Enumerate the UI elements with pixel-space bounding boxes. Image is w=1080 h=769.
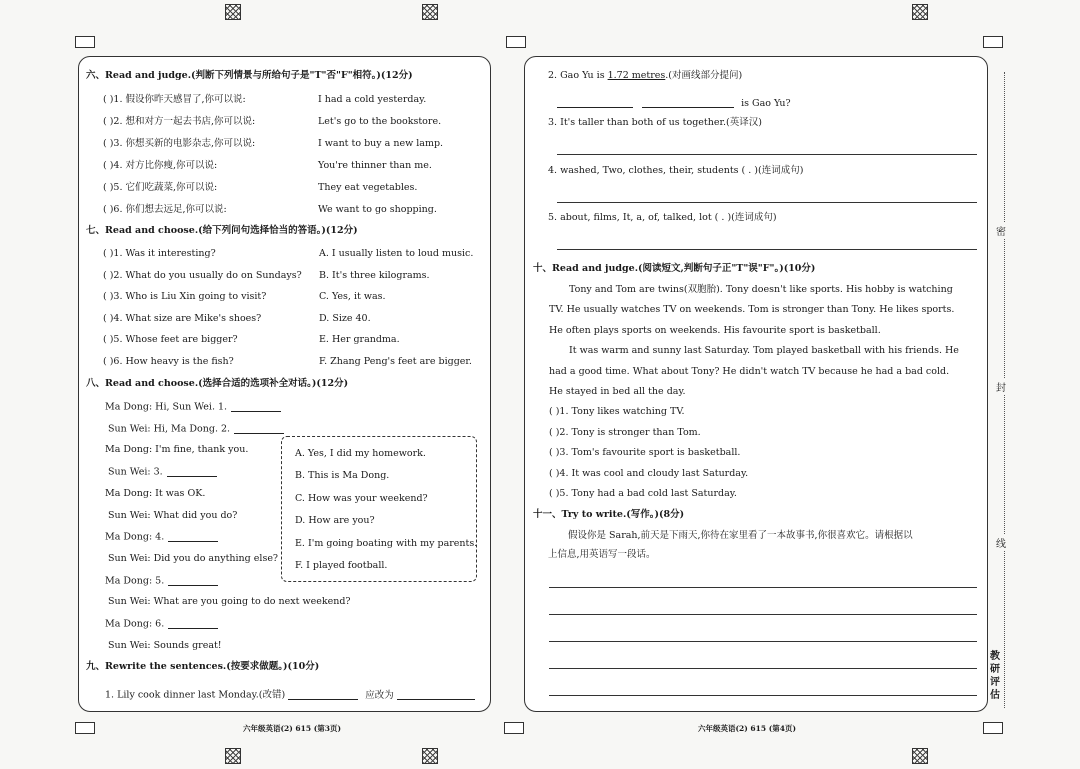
answer-blank[interactable] <box>168 576 218 586</box>
corner-rect <box>506 36 526 48</box>
writing-line[interactable] <box>549 587 977 588</box>
passage-line: had a good time. What about Tony? He didn't watch TV because he had a bad cold. <box>549 365 950 377</box>
left-footer: 六年级英语(2) 615 (第3页) <box>243 724 342 733</box>
choose-question: ( )6. How heavy is the fish? <box>103 356 234 367</box>
choose-answer: D. Size 40. <box>319 312 371 324</box>
choose-answer: F. Zhang Peng's feet are bigger. <box>319 356 472 367</box>
registration-mark <box>912 4 928 20</box>
dialog-text: Sun Wei: Did you do anything else? <box>108 552 279 564</box>
grader-char: 评 <box>990 677 1000 688</box>
answer-blank[interactable] <box>168 532 218 542</box>
section-10-title: 十、Read and judge.(阅读短文,判断句子正"T"误"F"。)(10分) <box>533 263 816 274</box>
judge-item: ( )2. 想和对方一起去书店,你可以说: <box>103 116 256 127</box>
answer-blank[interactable] <box>231 402 281 412</box>
judge-sentence: I had a cold yesterday. <box>318 94 427 105</box>
seal-char: 线 <box>996 535 1006 550</box>
option-item: E. I'm going boating with my parents. <box>295 537 478 549</box>
dialog-text: Ma Dong: I'm fine, thank you. <box>105 444 249 456</box>
choose-question: ( )4. What size are Mike's shoes? <box>103 312 262 324</box>
section-7-title: 七、Read and choose.(给下列问句选择恰当的答语。)(12分) <box>86 225 358 236</box>
dialog-text: Ma Dong: 5. <box>105 575 165 587</box>
answer-blank[interactable] <box>167 467 217 477</box>
passage-line: He often plays sports on weekends. His favourite sport is basketball. <box>549 324 881 336</box>
corner-rect <box>983 722 1003 734</box>
choose-answer: B. It's three kilograms. <box>319 269 430 281</box>
dialog-line <box>108 554 278 564</box>
dialog-text: Sun Wei: What are you going to do next weekend? <box>108 596 351 608</box>
rewrite-q1: 1. Lily cook dinner last Monday.(改错) 应改为 <box>105 690 475 700</box>
dialog-line <box>108 424 284 434</box>
writing-line[interactable] <box>549 614 977 615</box>
seal-char: 封 <box>996 379 1006 394</box>
registration-mark <box>912 748 928 764</box>
seal-char: 密 <box>996 223 1006 238</box>
dialog-line <box>105 576 218 586</box>
passage-line: It was warm and sunny last Saturday. Tom played basketball with his friends. He <box>569 345 959 357</box>
answer-line[interactable] <box>557 202 977 203</box>
option-item: B. This is Ma Dong. <box>295 470 390 482</box>
option-item: A. Yes, I did my homework. <box>295 448 426 459</box>
right-footer: 六年级英语(2) 615 (第4页) <box>698 724 797 733</box>
dialog-line <box>105 489 205 499</box>
rewrite-q4: 4. washed, Two, clothes, their, students ( . )(连词成句) <box>548 165 804 176</box>
writing-prompt-line2: 上信息,用英语写一段话。 <box>548 549 656 560</box>
judge-item: ( )5. 它们吃蔬菜,你可以说: <box>103 182 218 193</box>
rewrite-q2: 2. Gao Yu is 1.72 metres.(对画线部分提问) <box>548 70 743 81</box>
answer-line[interactable] <box>557 249 977 250</box>
dialog-text: Ma Dong: 6. <box>105 618 165 630</box>
dialog-line <box>105 445 248 455</box>
dialog-text: Sun Wei: Hi, Ma Dong. 2. <box>108 423 231 435</box>
dialog-text: Ma Dong: It was OK. <box>105 487 206 499</box>
grader-char: 估 <box>990 690 1000 701</box>
answer-blank[interactable] <box>397 690 475 700</box>
choose-question: ( )3. Who is Liu Xin going to visit? <box>103 291 267 303</box>
rewrite-q5: 5. about, films, It, a, of, talked, lot ( . )(连词成句) <box>548 212 777 223</box>
answer-blank[interactable] <box>642 98 734 108</box>
dialog-text: Sun Wei: Sounds great! <box>108 639 222 651</box>
dialog-text: Sun Wei: 3. <box>108 466 163 478</box>
registration-mark <box>225 748 241 764</box>
section-9-title: 九、Rewrite the sentences.(按要求做题。)(10分) <box>86 661 320 672</box>
writing-prompt-line1: 假设你是 Sarah,前天是下雨天,你待在家里看了一本故事书,你很喜欢它。请根据以 <box>568 530 913 541</box>
judge-item: ( )3. 你想买新的电影杂志,你可以说: <box>103 138 256 149</box>
dialog-line <box>105 532 218 542</box>
choose-question: ( )1. Was it interesting? <box>103 248 216 259</box>
option-item: D. How are you? <box>295 515 375 527</box>
dialog-text: Ma Dong: Hi, Sun Wei. 1. <box>105 401 228 413</box>
option-item: F. I played football. <box>295 560 388 571</box>
choose-answer: C. Yes, it was. <box>319 291 386 303</box>
dialog-line <box>105 402 281 412</box>
judge-item: ( )1. Tony likes watching TV. <box>549 406 685 417</box>
grader-char: 研 <box>990 664 1000 675</box>
dialog-text: Sun Wei: What did you do? <box>108 509 238 521</box>
choose-answer: E. Her grandma. <box>319 334 400 346</box>
dialog-line <box>108 597 351 607</box>
section-11-title: 十一、Try to write.(写作。)(8分) <box>533 509 685 520</box>
grader-char: 教 <box>990 651 1000 662</box>
judge-item: ( )6. 你们想去远足,你可以说: <box>103 204 227 215</box>
judge-sentence: You're thinner than me. <box>318 160 432 171</box>
writing-line[interactable] <box>549 641 977 642</box>
answer-blank[interactable] <box>168 619 218 629</box>
judge-sentence: I want to buy a new lamp. <box>318 138 444 149</box>
choose-question: ( )2. What do you usually do on Sundays? <box>103 269 302 281</box>
judge-sentence: Let's go to the bookstore. <box>318 116 442 127</box>
writing-line[interactable] <box>549 695 977 696</box>
section-6-title: 六、Read and judge.(判断下列情景与所给句子是"T"否"F"相符。)(12分) <box>86 70 413 81</box>
registration-mark <box>422 748 438 764</box>
option-item: C. How was your weekend? <box>295 492 428 504</box>
judge-sentence: They eat vegetables. <box>318 182 418 193</box>
passage-line: TV. He usually watches TV on weekends. Tom is stronger than Tony. He likes sports. <box>549 304 955 316</box>
corner-rect <box>75 722 95 734</box>
corner-rect <box>983 36 1003 48</box>
dialog-line <box>108 641 222 651</box>
corner-rect <box>504 722 524 734</box>
judge-item: ( )4. It was cool and cloudy last Saturday. <box>549 467 749 479</box>
answer-blank[interactable] <box>557 98 633 108</box>
answer-blank[interactable] <box>234 424 284 434</box>
dialog-line <box>108 511 237 521</box>
judge-item: ( )4. 对方比你瘦,你可以说: <box>103 160 218 171</box>
passage-line: He stayed in bed all the day. <box>549 386 686 397</box>
choose-question: ( )5. Whose feet are bigger? <box>103 334 238 346</box>
dialog-line <box>105 619 218 629</box>
choose-answer: A. I usually listen to loud music. <box>319 248 474 259</box>
section-8-title: 八、Read and choose.(选择合适的选项补全对话。)(12分) <box>86 378 349 389</box>
passage-line: Tony and Tom are twins(双胞胎). Tony doesn't like sports. His hobby is watching <box>569 284 953 295</box>
registration-mark <box>225 4 241 20</box>
corner-rect <box>75 36 95 48</box>
judge-item: ( )2. Tony is stronger than Tom. <box>549 426 701 438</box>
judge-item: ( )1. 假设你昨天感冒了,你可以说: <box>103 94 246 105</box>
dialog-line <box>108 467 217 477</box>
answer-blank[interactable] <box>288 690 358 700</box>
dialog-text: Ma Dong: 4. <box>105 531 165 543</box>
registration-mark <box>422 4 438 20</box>
rewrite-q3: 3. It's taller than both of us together.(英译汉) <box>548 117 762 128</box>
judge-sentence: We want to go shopping. <box>318 204 437 215</box>
judge-item: ( )5. Tony had a bad cold last Saturday. <box>549 488 737 499</box>
rewrite-q2-answer: is Gao Yu? <box>557 98 791 108</box>
writing-line[interactable] <box>549 668 977 669</box>
judge-item: ( )3. Tom's favourite sport is basketball. <box>549 447 741 458</box>
answer-line[interactable] <box>557 154 977 155</box>
